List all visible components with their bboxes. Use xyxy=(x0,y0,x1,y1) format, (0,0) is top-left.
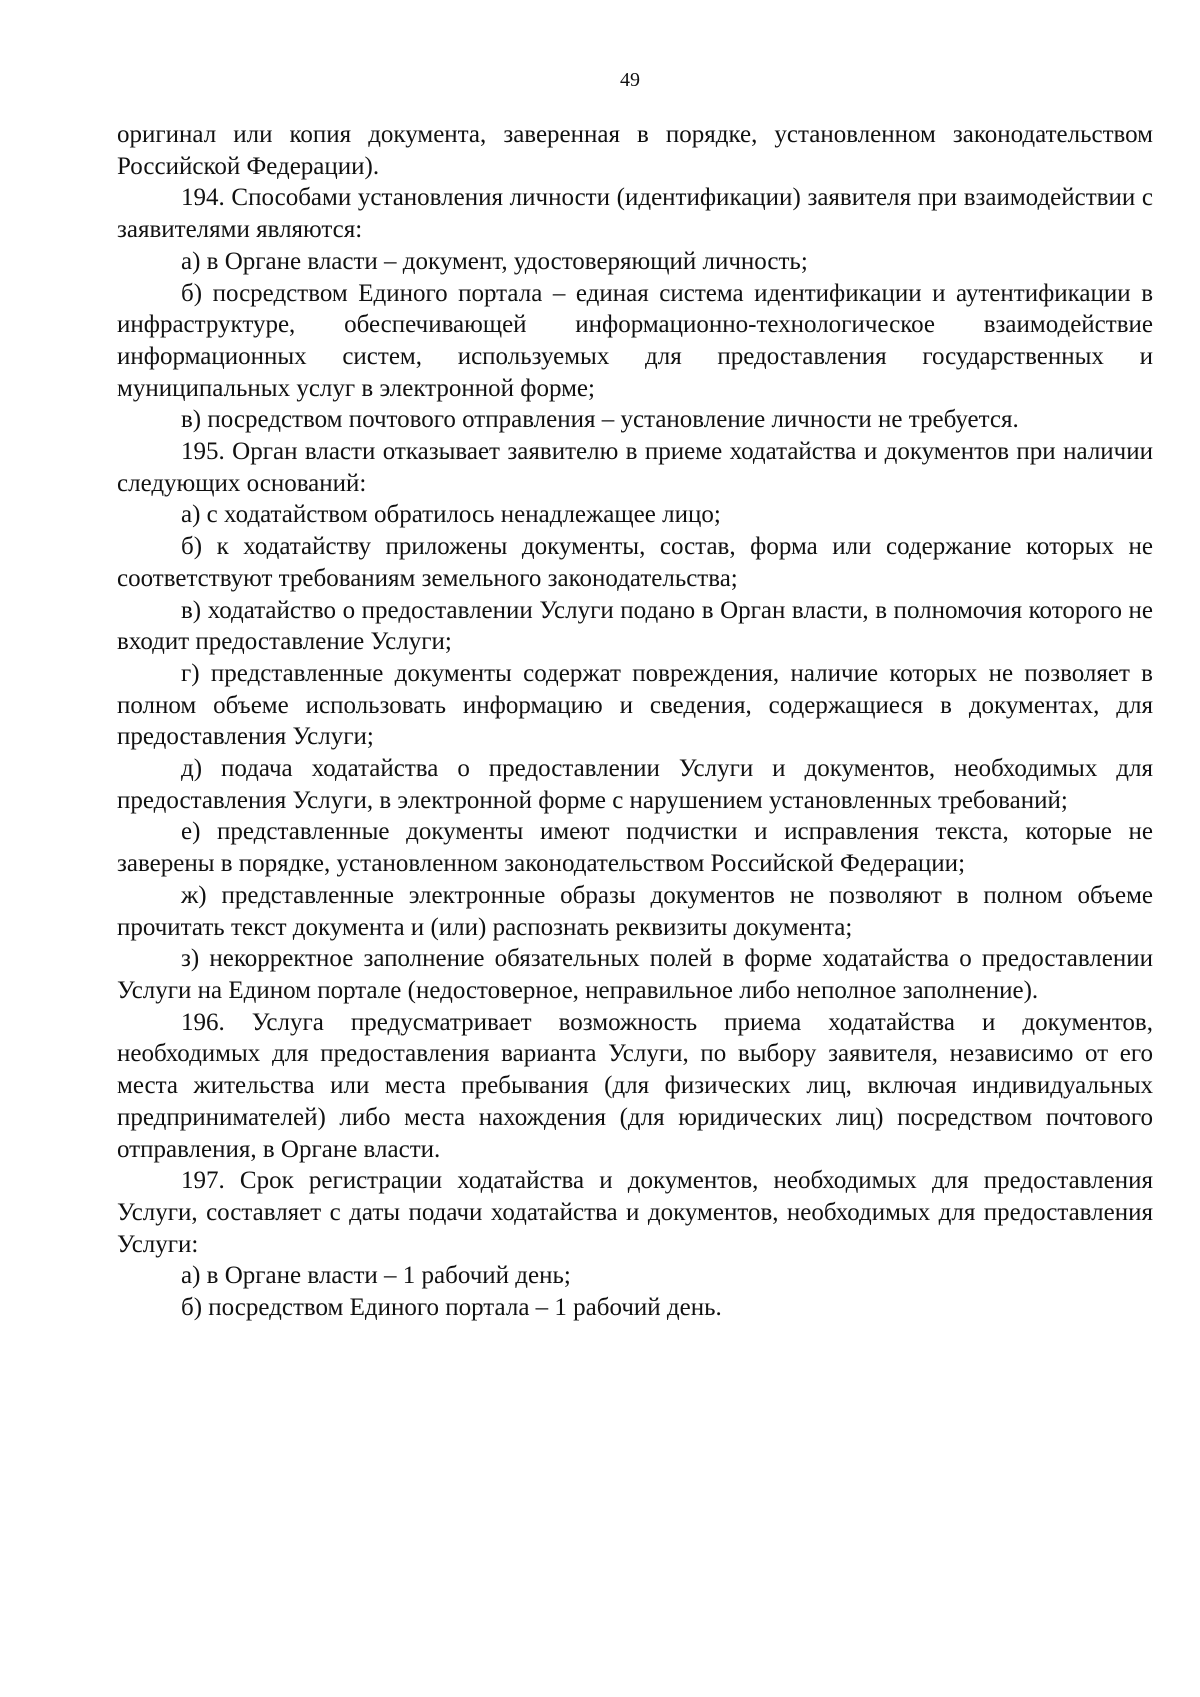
paragraph-195-z: з) некорректное заполнение обязательных полей в форме ходатайства о предоставлении Услуги на Едином портале (недостоверное, неправильное либо неполное заполнение). xyxy=(117,945,1153,1004)
paragraph-197-a: а) в Органе власти – 1 рабочий день; xyxy=(181,1262,571,1290)
paragraph-194-v: в) посредством почтового отправления – установление личности не требуется. xyxy=(181,406,1019,434)
paragraph-197: 197. Срок регистрации ходатайства и документов, необходимых для предоставления Услуги, составляет с даты подачи ходатайства и документов, необходимых для предоставления Услуги: xyxy=(117,1167,1153,1258)
paragraph-195-b: б) к ходатайству приложены документы, состав, форма или содержание которых не соответствуют требованиям земельного законодательства; xyxy=(117,533,1153,592)
paragraph-195-d: д) подача ходатайства о предоставлении Услуги и документов, необходимых для предоставления Услуги, в электронной форме с нарушением установленных требований; xyxy=(117,755,1153,814)
paragraph-195-zh: ж) представленные электронные образы документов не позволяют в полном объеме прочитать текст документа и (или) распознать реквизиты документа; xyxy=(117,881,1153,941)
paragraph-194: 194. Способами установления личности (идентификации) заявителя при взаимодействии с заявителями являются: xyxy=(117,184,1153,244)
paragraph-195-a: а) с ходатайством обратилось ненадлежащее лицо; xyxy=(181,501,721,529)
paragraph-195: 195. Орган власти отказывает заявителю в приеме ходатайства и документов при наличии следующих оснований: xyxy=(117,438,1153,497)
paragraph-194-a: а) в Органе власти – документ, удостоверяющий личность; xyxy=(181,247,808,275)
paragraph-continuation: оригинал или копия документа, заверенная в порядке, установленном законодательством Российской Федерации). xyxy=(117,121,1153,180)
document-body xyxy=(117,119,1153,1324)
paragraph-194-b: б) посредством Единого портала – единая система идентификации и аутентификации в инфраструктуре, обеспечивающей информационно-технологическое взаимодействие информационных систем, используемых для предоставления государственных и муниципальных услуг в электронной форме; xyxy=(117,279,1153,402)
paragraph-195-e: е) представленные документы имеют подчистки и исправления текста, которые не заверены в порядке, установленном законодательством Российской Федерации; xyxy=(117,818,1153,878)
paragraph-197-b: б) посредством Единого портала – 1 рабочий день. xyxy=(181,1294,722,1322)
paragraph-196: 196. Услуга предусматривает возможность приема ходатайства и документов, необходимых для предоставления варианта Услуги, по выбору заявителя, независимо от его места жительства или места пребывания (для физических лиц, включая индивидуальных предпринимателей) либо места нахождения (для юридических лиц) посредством почтового отправления, в Органе власти. xyxy=(117,1008,1153,1163)
paragraph-195-g: г) представленные документы содержат повреждения, наличие которых не позволяет в полном объеме использовать информацию и сведения, содержащиеся в документах, для предоставления Услуги; xyxy=(117,659,1153,751)
page-number: 49 xyxy=(620,69,640,91)
paragraph-195-v: в) ходатайство о предоставлении Услуги подано в Орган власти, в полномочия которого не входит предоставление Услуги; xyxy=(117,596,1153,656)
